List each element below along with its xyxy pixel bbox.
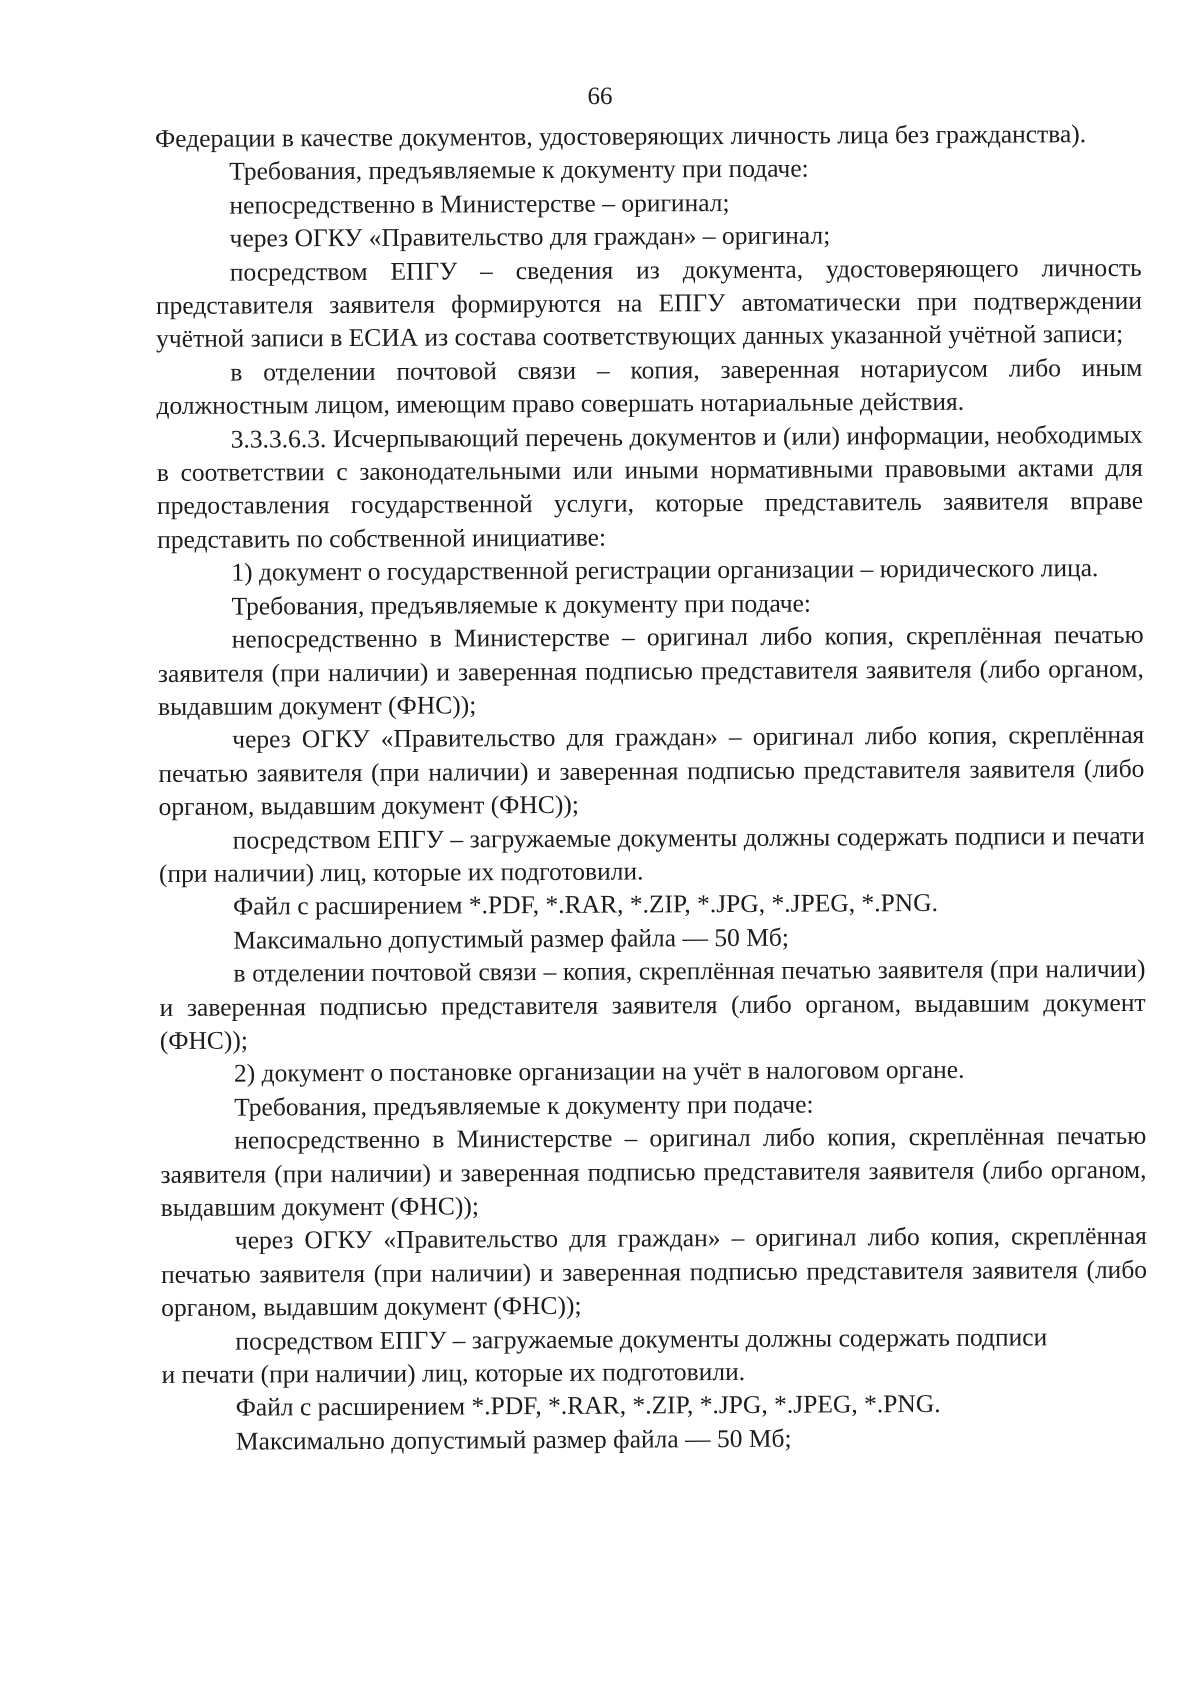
paragraph: через ОГКУ «Правительство для граждан» – оригинал; [229, 220, 831, 253]
document-body [155, 117, 1148, 1458]
paragraph: посредством ЕПГУ – загружаемые документы должны содержать подписи и печати (при наличии) лиц, которые их подготовили. [158, 820, 1145, 888]
paragraph: 2) документ о постановке организации на учёт в налоговом органе. [233, 1055, 965, 1088]
paragraph: посредством ЕПГУ – сведения из документа, удостоверяющего личность представителя заявителя формируются на ЕПГУ автоматически при подтверждении учётной записи в ЕСИА из состава соответствующих данных указанной учётной записи; [155, 252, 1143, 354]
paragraph: посредством ЕПГУ – загружаемые документы должны содержать подписи [235, 1321, 1048, 1356]
paragraph: 1) документ о государственной регистрации организации – юридического лица. [231, 553, 1099, 587]
paragraph: непосредственно в Министерстве – оригинал; [229, 187, 730, 220]
paragraph: через ОГКУ «Правительство для граждан» – оригинал либо копия, скреплённая печатью заявителя (при наличии) и заверенная подписью представителя заявителя (либо органом, выдавшим документ (ФНС)); [160, 1221, 1148, 1323]
paragraph: непосредственно в Министерстве – оригинал либо копия, скреплённая печатью заявителя (при наличии) и заверенная подписью представителя заявителя (либо органом, выдавшим документ (ФНС)); [157, 619, 1144, 721]
paragraph: в отделении почтовой связи – копия, скреплённая печатью заявителя (при наличии) и заверенная подписью представителя заявителя (либо органом, выдавшим документ (ФНС)); [159, 953, 1146, 1055]
paragraph: Максимально допустимый размер файла — 50 Мб; [233, 922, 789, 955]
paragraph: Требования, предъявляемые к документу при подаче: [229, 153, 809, 187]
paragraph: Федерации в качестве документов, удостоверяющих личность лица без гражданства). [155, 119, 1087, 153]
paragraph: Требования, предъявляемые к документу при подаче: [234, 1089, 814, 1122]
paragraph: в отделении почтовой связи – копия, заверенная нотариусом либо иным должностным лицом, имеющим право совершать нотариальные действия. [156, 352, 1143, 421]
paragraph: через ОГКУ «Правительство для граждан» – оригинал либо копия, скреплённая печатью заявителя (при наличии) и заверенная подписью представителя заявителя (либо органом, выдавшим документ (ФНС)); [158, 720, 1145, 822]
paragraph: Требования, предъявляемые к документу при подаче: [231, 588, 812, 621]
paragraph: и печати (при наличии) лиц, которые их подготовили. [161, 1356, 746, 1390]
paragraph: Максимально допустимый размер файла — 50 Мб; [235, 1423, 792, 1456]
page-number: 66 [587, 83, 613, 110]
paragraph: 3.3.3.6.3. Исчерпывающий перечень документов и (или) информации, необходимых в соответствии с законодательными или иными нормативными правовыми актами для предоставления государственной услуги, которые представитель заявителя вправе представить по собственной инициативе: [156, 419, 1144, 554]
paragraph: Файл с расширением *.PDF, *.RAR, *.ZIP, *.JPG, *.JPEG, *.PNG. [235, 1389, 941, 1423]
paragraph: непосредственно в Министерстве – оригинал либо копия, скреплённая печатью заявителя (при наличии) и заверенная подписью представителя заявителя (либо органом, выдавшим документ (ФНС)); [160, 1121, 1147, 1222]
paragraph: Файл с расширением *.PDF, *.RAR, *.ZIP, *.JPG, *.JPEG, *.PNG. [233, 888, 939, 921]
